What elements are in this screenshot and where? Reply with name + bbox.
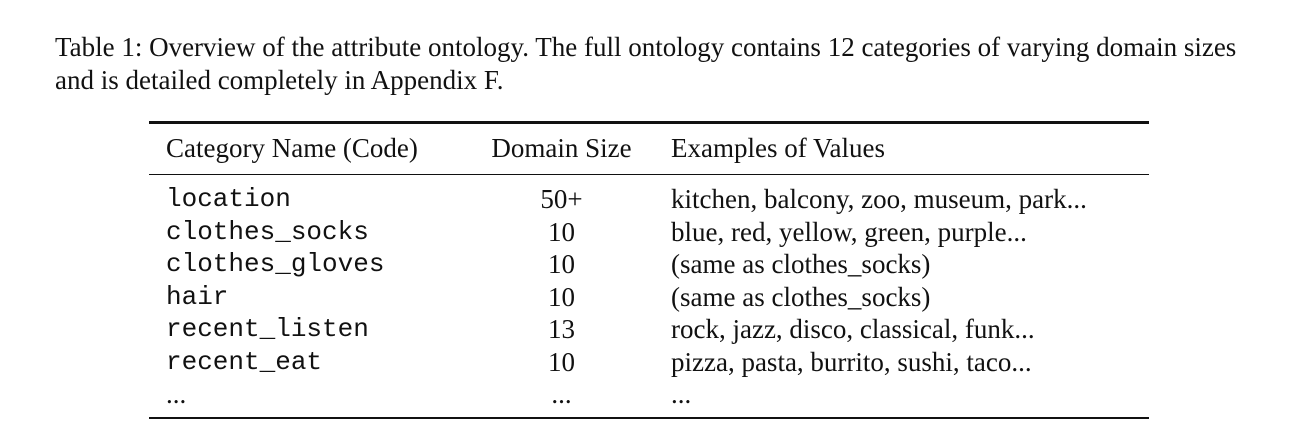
category-code: recent_listen <box>166 314 369 344</box>
category-code: location <box>166 184 291 214</box>
table-header-row <box>149 124 1149 174</box>
column-header-examples: Examples of Values <box>671 133 885 163</box>
domain-size: 10 <box>548 346 575 377</box>
table-row <box>149 175 1149 216</box>
table-row <box>149 378 1149 417</box>
value-examples: rock, jazz, disco, classical, funk... <box>671 314 1035 344</box>
table-row <box>149 216 1149 249</box>
domain-size: ... <box>551 379 572 409</box>
value-examples: (same as clothes_socks) <box>671 281 931 312</box>
domain-size: 10 <box>548 249 575 279</box>
category-code: recent_eat <box>166 346 323 377</box>
domain-size: 50+ <box>540 184 583 214</box>
value-examples: ... <box>671 379 692 409</box>
table-row <box>149 313 1149 346</box>
table-row <box>149 248 1149 281</box>
attribute-ontology-table <box>149 121 1149 419</box>
category-code: clothes_socks <box>166 216 369 247</box>
domain-size: 13 <box>548 314 575 344</box>
domain-size: 10 <box>548 216 575 247</box>
category-code: hair <box>166 281 229 312</box>
value-examples: pizza, pasta, burrito, sushi, taco... <box>671 346 1032 377</box>
value-examples: blue, red, yellow, green, purple... <box>671 216 1027 247</box>
column-header-domain-size: Domain Size <box>491 133 632 163</box>
table-row <box>149 281 1149 314</box>
table-bottom-rule <box>149 417 1149 420</box>
category-code: clothes_gloves <box>166 249 385 279</box>
value-examples: (same as clothes_socks) <box>671 249 931 279</box>
table-row <box>149 346 1149 379</box>
domain-size: 10 <box>548 281 575 312</box>
column-header-category: Category Name (Code) <box>166 133 418 163</box>
table-caption: Table 1: Overview of the attribute ontology. The full ontology contains 12 categories of varying domain sizes and is detailed completely in Appendix F. <box>55 32 1237 95</box>
category-code: ... <box>166 379 187 409</box>
value-examples: kitchen, balcony, zoo, museum, park... <box>671 184 1087 214</box>
